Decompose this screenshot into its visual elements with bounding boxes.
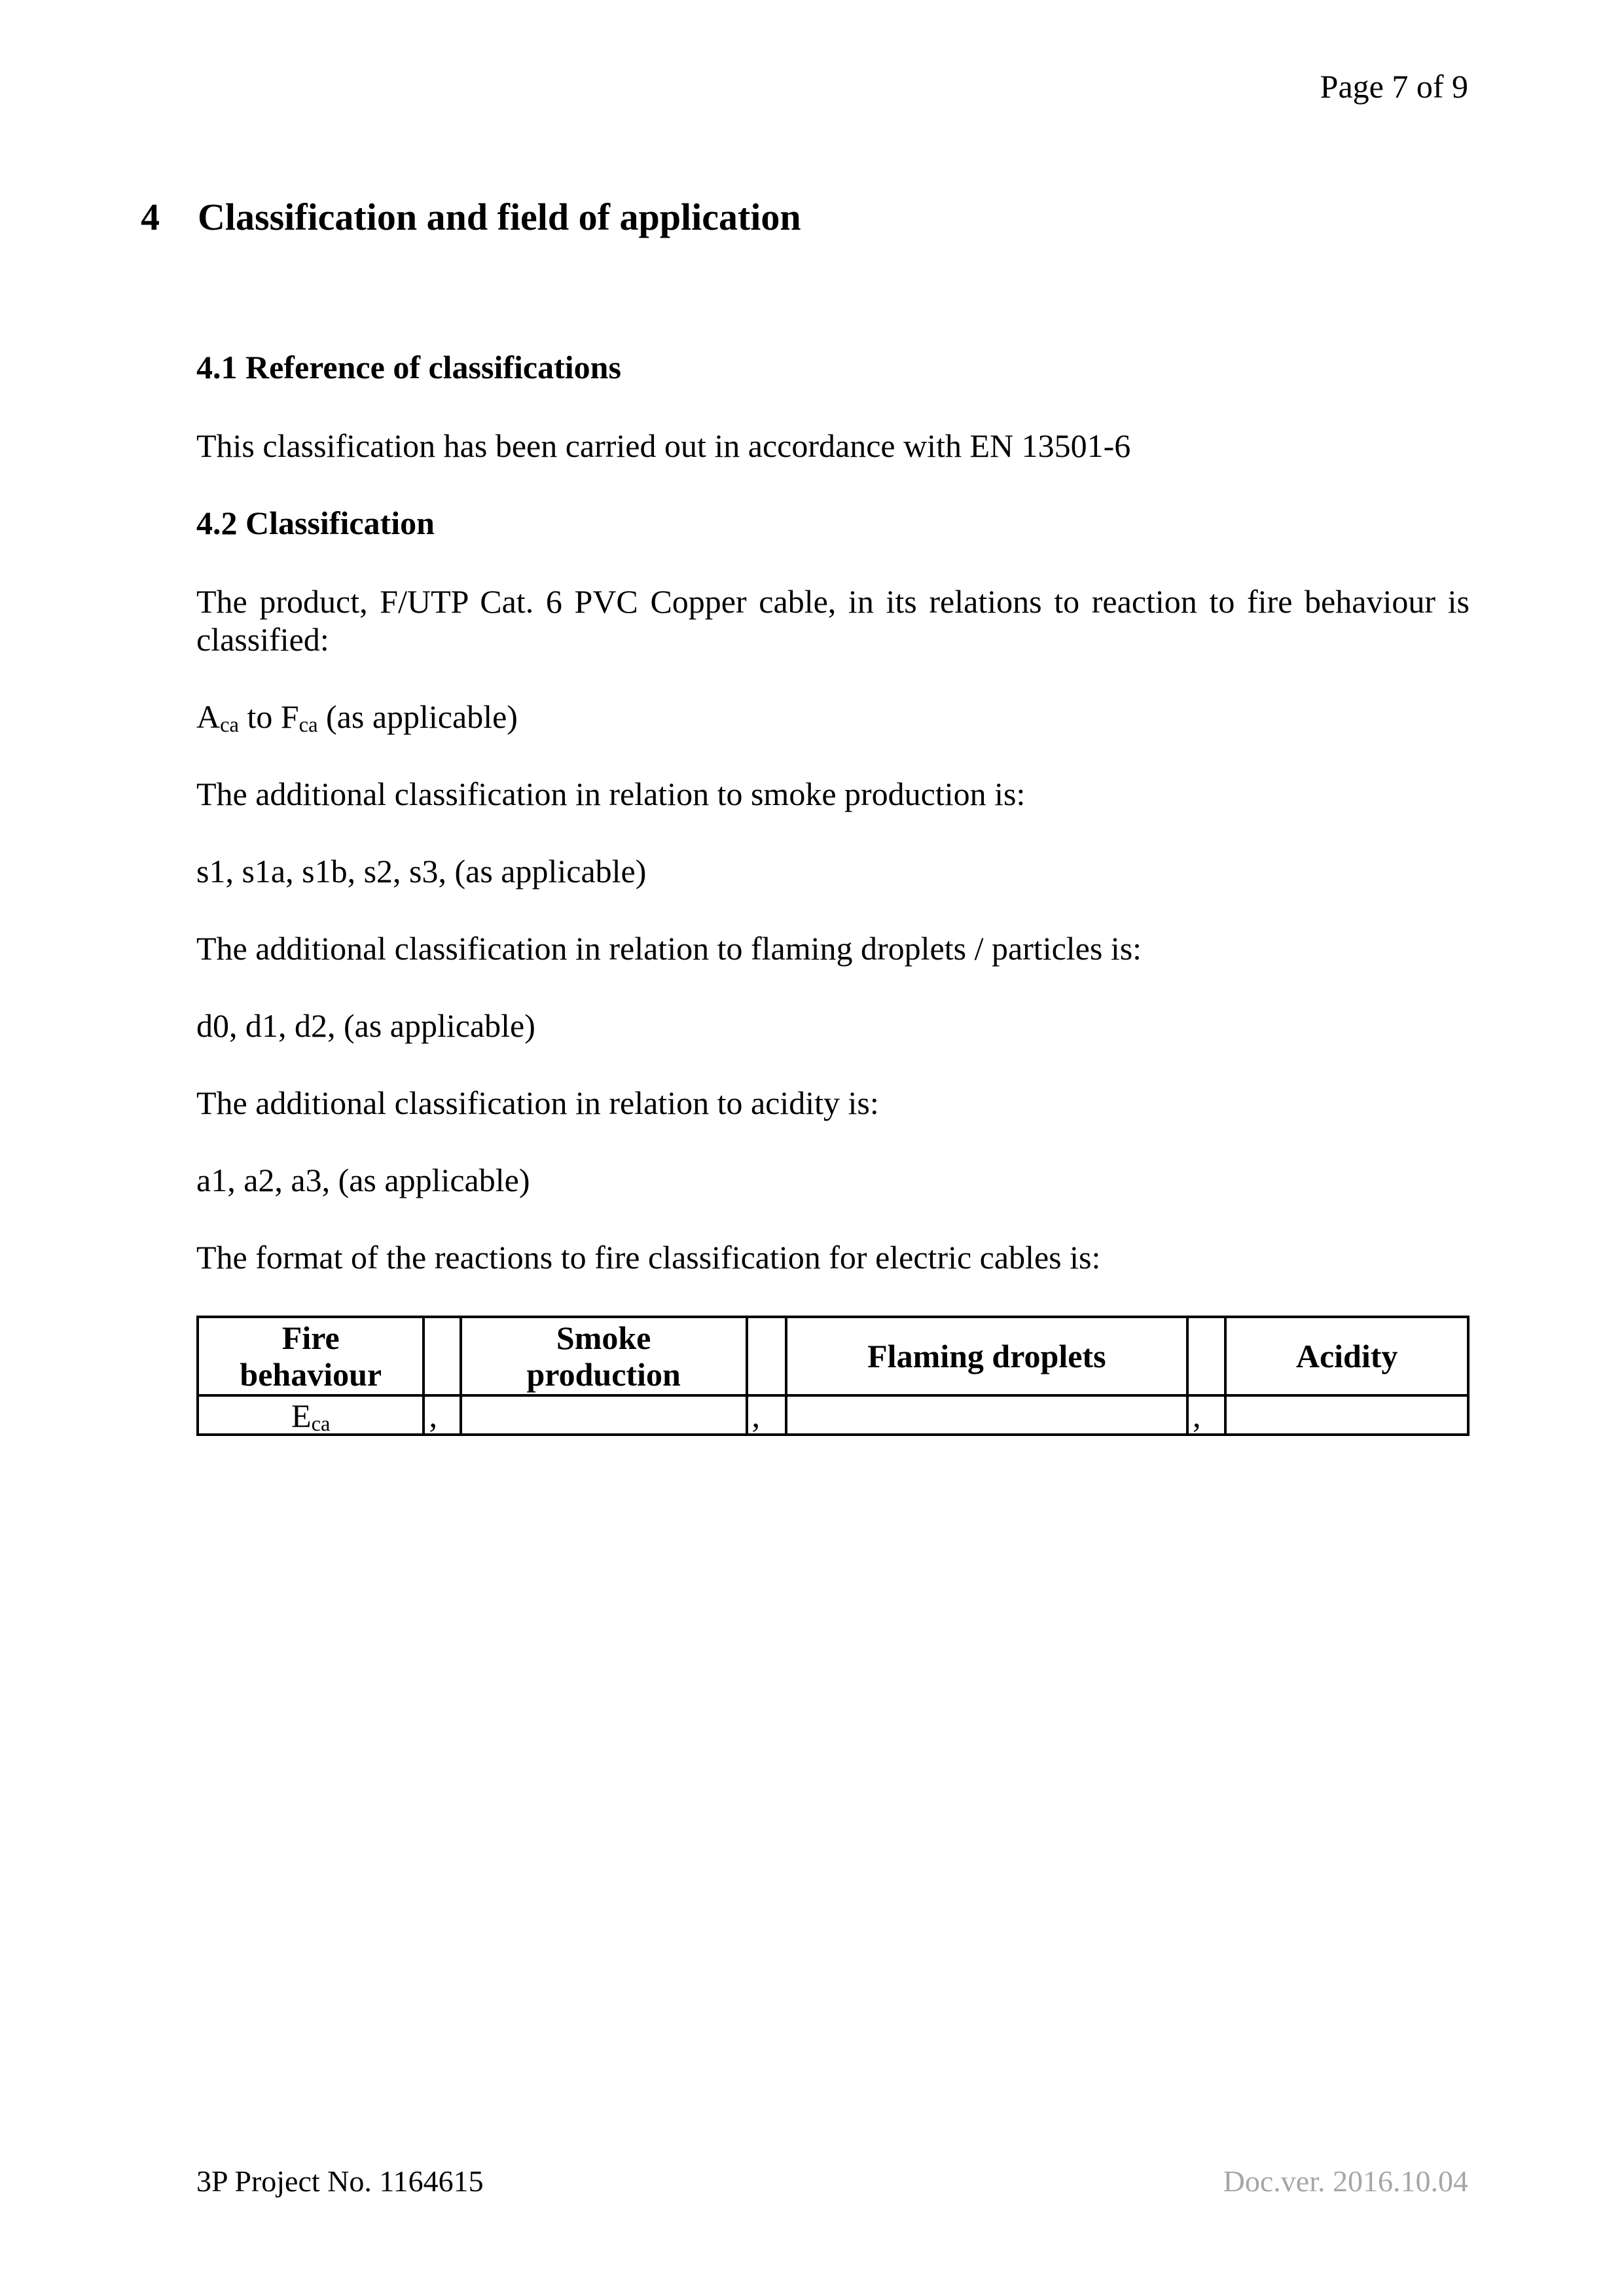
page-number: Page 7 of 9 <box>1320 68 1468 105</box>
footer-project-number: 3P Project No. 1164615 <box>196 2164 484 2198</box>
subsection-41-title: 4.1 Reference of classifications <box>196 349 621 386</box>
cell-comma-3: , <box>1187 1395 1225 1435</box>
cell-comma-1: , <box>424 1395 460 1435</box>
cell-smoke-production <box>461 1395 747 1435</box>
acidity-label: The additional classification in relation to acidity is: <box>196 1085 879 1121</box>
header-smoke-production: Smoke production <box>461 1317 747 1395</box>
section-number: 4 <box>141 196 160 238</box>
section-title-text: Classification and field of application <box>198 196 801 238</box>
classification-format-table <box>196 1316 1470 1436</box>
section-heading <box>141 196 1470 238</box>
cell-fire-behaviour: $E_{ca}$ <box>198 1395 424 1435</box>
subsection-41-body: This classification has been carried out in accordance with EN 13501-6 <box>196 427 1131 464</box>
header-separator-2 <box>747 1317 786 1395</box>
cell-flaming-droplets <box>786 1395 1187 1435</box>
header-acidity: Acidity <box>1225 1317 1468 1395</box>
page-footer <box>196 2164 1468 2199</box>
header-separator-3 <box>1187 1317 1225 1395</box>
fire-behaviour-range: $A_{ca}$ to $F_{ca}$ (as applicable) <box>196 698 518 737</box>
page-content <box>141 196 1470 1436</box>
smoke-production-values: s1, s1a, s1b, s2, s3, (as applicable) <box>196 853 647 889</box>
header-separator-1 <box>424 1317 460 1395</box>
acidity-values: a1, a2, a3, (as applicable) <box>196 1162 530 1198</box>
flaming-droplets-label: The additional classification in relation to flaming droplets / particles is: <box>196 930 1142 967</box>
table-row <box>198 1395 1468 1435</box>
subsection-42-title: 4.2 Classification <box>196 505 435 541</box>
cell-comma-2: , <box>747 1395 786 1435</box>
classification-intro: The product, F/UTP Cat. 6 PVC Copper cable, in its relations to reaction to fire behaviour is classified: <box>196 583 1470 658</box>
smoke-production-label: The additional classification in relation to smoke production is: <box>196 776 1026 812</box>
format-label: The format of the reactions to fire classification for electric cables is: <box>196 1239 1101 1276</box>
header-fire-behaviour: Fire behaviour <box>198 1317 424 1395</box>
section-body <box>196 348 1470 1436</box>
header-flaming-droplets: Flaming droplets <box>786 1317 1187 1395</box>
flaming-droplets-values: d0, d1, d2, (as applicable) <box>196 1007 535 1044</box>
table-header-row <box>198 1317 1468 1395</box>
footer-doc-version: Doc.ver. 2016.10.04 <box>1223 2164 1468 2198</box>
cell-acidity <box>1225 1395 1468 1435</box>
